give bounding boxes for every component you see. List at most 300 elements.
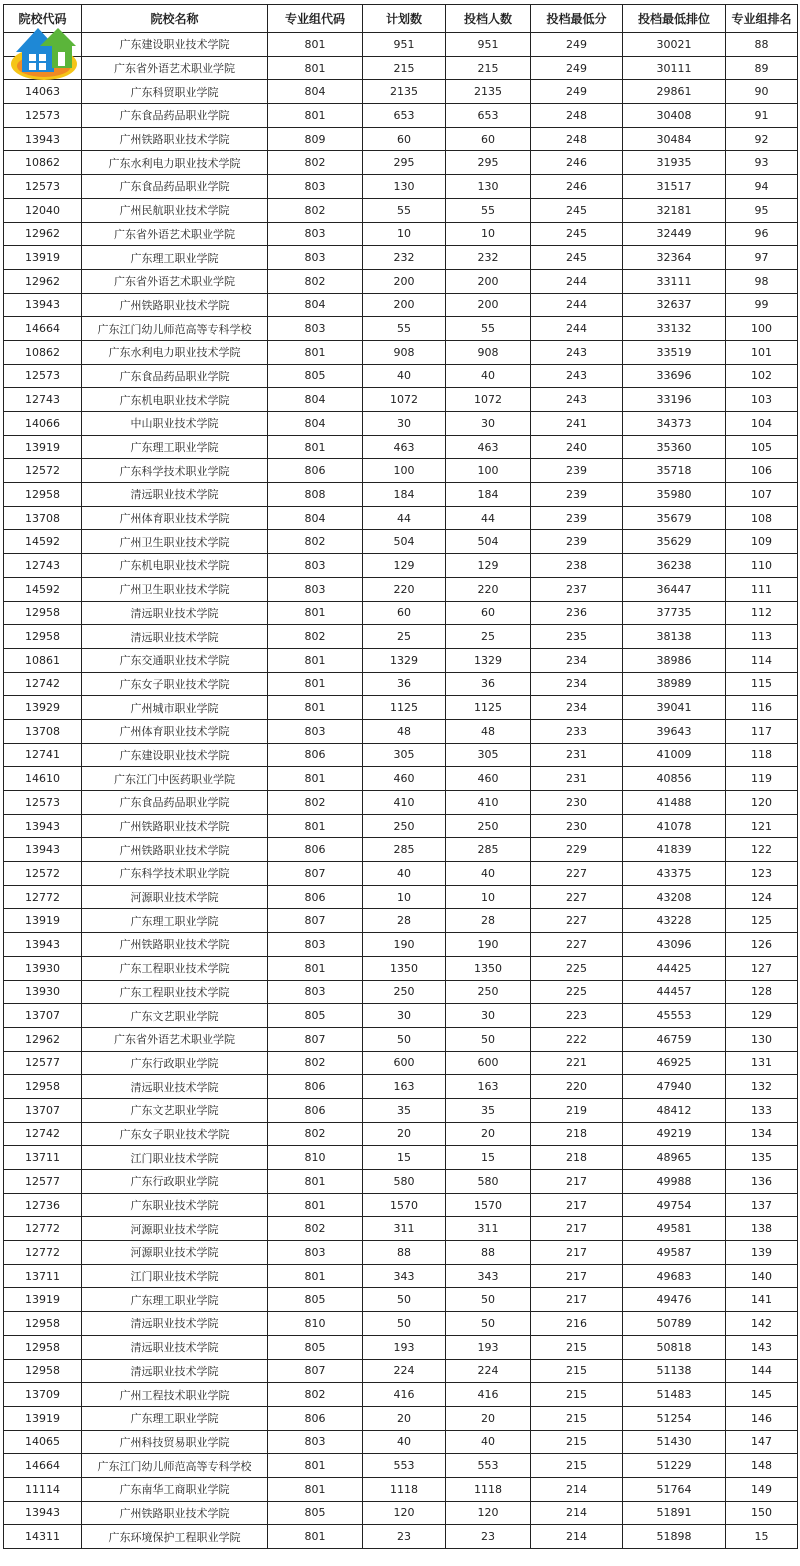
- cell-admitted-count: 553: [446, 1454, 531, 1478]
- cell-group-rank: 141: [726, 1288, 798, 1312]
- cell-school-code: 13708: [4, 719, 82, 743]
- cell-major-group-code: 804: [268, 80, 363, 104]
- cell-plan-count: 40: [363, 1430, 446, 1454]
- cell-school-code: 13707: [4, 1004, 82, 1028]
- cell-admitted-count: 2135: [446, 80, 531, 104]
- cell-min-rank: 29861: [623, 80, 726, 104]
- cell-min-score: 218: [531, 1146, 623, 1170]
- cell-major-group-code: 805: [268, 1335, 363, 1359]
- table-row: [4, 1312, 798, 1336]
- cell-min-rank: 32449: [623, 222, 726, 246]
- cell-min-score: 230: [531, 814, 623, 838]
- cell-min-score: 239: [531, 530, 623, 554]
- cell-major-group-code: 807: [268, 1359, 363, 1383]
- table-row: [4, 198, 798, 222]
- cell-min-rank: 46759: [623, 1027, 726, 1051]
- cell-group-rank: 107: [726, 483, 798, 507]
- table-row: [4, 625, 798, 649]
- cell-school-name: 广东女子职业技术学院: [82, 1122, 268, 1146]
- cell-plan-count: 250: [363, 814, 446, 838]
- cell-admitted-count: 129: [446, 554, 531, 578]
- header-admitted-count: 投档人数: [446, 5, 531, 33]
- cell-min-score: 227: [531, 885, 623, 909]
- cell-major-group-code: 801: [268, 1525, 363, 1549]
- table-row: [4, 1170, 798, 1194]
- cell-group-rank: 133: [726, 1098, 798, 1122]
- cell-group-rank: 90: [726, 80, 798, 104]
- table-row: [4, 1146, 798, 1170]
- cell-admitted-count: 20: [446, 1406, 531, 1430]
- cell-school-name: 广州体育职业技术学院: [82, 506, 268, 530]
- table-row: [4, 696, 798, 720]
- table-row: [4, 33, 798, 57]
- cell-plan-count: 50: [363, 1288, 446, 1312]
- cell-admitted-count: 460: [446, 767, 531, 791]
- cell-major-group-code: 801: [268, 104, 363, 128]
- cell-school-name: 广东环境保护工程职业学院: [82, 1525, 268, 1549]
- cell-admitted-count: 60: [446, 127, 531, 151]
- cell-major-group-code: 801: [268, 601, 363, 625]
- cell-school-code: 13919: [4, 909, 82, 933]
- cell-admitted-count: 1072: [446, 388, 531, 412]
- table-row: [4, 1027, 798, 1051]
- cell-school-name: 河源职业技术学院: [82, 1217, 268, 1241]
- cell-school-code: 12958: [4, 483, 82, 507]
- table-row: [4, 151, 798, 175]
- cell-admitted-count: 463: [446, 435, 531, 459]
- cell-school-code: 13919: [4, 246, 82, 270]
- cell-admitted-count: 23: [446, 1525, 531, 1549]
- table-row: [4, 1051, 798, 1075]
- cell-admitted-count: 410: [446, 791, 531, 815]
- cell-min-rank: 35679: [623, 506, 726, 530]
- cell-major-group-code: 801: [268, 435, 363, 459]
- cell-school-code: 12958: [4, 1359, 82, 1383]
- cell-school-name: 广东食品药品职业学院: [82, 175, 268, 199]
- cell-admitted-count: 10: [446, 885, 531, 909]
- cell-major-group-code: 803: [268, 1241, 363, 1265]
- cell-admitted-count: 40: [446, 364, 531, 388]
- cell-min-score: 237: [531, 577, 623, 601]
- cell-plan-count: 163: [363, 1075, 446, 1099]
- cell-major-group-code: 801: [268, 648, 363, 672]
- table-row: [4, 648, 798, 672]
- cell-admitted-count: 580: [446, 1170, 531, 1194]
- cell-min-rank: 33519: [623, 340, 726, 364]
- cell-plan-count: 10: [363, 885, 446, 909]
- cell-min-score: 225: [531, 956, 623, 980]
- cell-school-name: 广州铁路职业技术学院: [82, 293, 268, 317]
- cell-min-rank: 49219: [623, 1122, 726, 1146]
- cell-plan-count: 15: [363, 1146, 446, 1170]
- cell-min-score: 249: [531, 33, 623, 57]
- table-row: [4, 412, 798, 436]
- cell-major-group-code: 803: [268, 577, 363, 601]
- cell-admitted-count: 20: [446, 1122, 531, 1146]
- cell-group-rank: 138: [726, 1217, 798, 1241]
- cell-min-rank: 51891: [623, 1501, 726, 1525]
- cell-min-rank: 32364: [623, 246, 726, 270]
- cell-min-score: 217: [531, 1264, 623, 1288]
- table-row: [4, 885, 798, 909]
- cell-school-code: 12577: [4, 1051, 82, 1075]
- cell-min-rank: 35360: [623, 435, 726, 459]
- table-row: [4, 1525, 798, 1549]
- cell-school-code: 14610: [4, 767, 82, 791]
- cell-admitted-count: 30: [446, 412, 531, 436]
- cell-min-rank: 47940: [623, 1075, 726, 1099]
- cell-group-rank: 142: [726, 1312, 798, 1336]
- table-row: [4, 1501, 798, 1525]
- cell-group-rank: 93: [726, 151, 798, 175]
- admission-score-table: [3, 4, 798, 1549]
- cell-min-score: 221: [531, 1051, 623, 1075]
- cell-min-rank: 36447: [623, 577, 726, 601]
- cell-min-score: 220: [531, 1075, 623, 1099]
- cell-school-name: 中山职业技术学院: [82, 412, 268, 436]
- cell-min-rank: 41078: [623, 814, 726, 838]
- cell-admitted-count: 35: [446, 1098, 531, 1122]
- table-row: [4, 577, 798, 601]
- table-row: [4, 1122, 798, 1146]
- cell-school-name: 广州民航职业技术学院: [82, 198, 268, 222]
- cell-plan-count: 600: [363, 1051, 446, 1075]
- cell-plan-count: 463: [363, 435, 446, 459]
- cell-min-score: 238: [531, 554, 623, 578]
- cell-admitted-count: 30: [446, 1004, 531, 1028]
- cell-min-score: 215: [531, 1383, 623, 1407]
- cell-min-rank: 32637: [623, 293, 726, 317]
- cell-school-code: 13929: [4, 696, 82, 720]
- cell-min-rank: 36238: [623, 554, 726, 578]
- cell-min-score: 246: [531, 151, 623, 175]
- cell-admitted-count: 88: [446, 1241, 531, 1265]
- cell-min-rank: 30408: [623, 104, 726, 128]
- cell-min-score: 217: [531, 1217, 623, 1241]
- cell-plan-count: 55: [363, 317, 446, 341]
- cell-school-name: 广东省外语艺术职业学院: [82, 1027, 268, 1051]
- cell-group-rank: 121: [726, 814, 798, 838]
- table-row: [4, 1193, 798, 1217]
- cell-school-code: 14664: [4, 1454, 82, 1478]
- cell-major-group-code: 803: [268, 933, 363, 957]
- cell-admitted-count: 224: [446, 1359, 531, 1383]
- cell-group-rank: 145: [726, 1383, 798, 1407]
- cell-school-code: 14063: [4, 80, 82, 104]
- cell-group-rank: 102: [726, 364, 798, 388]
- cell-min-score: 234: [531, 672, 623, 696]
- cell-group-rank: 140: [726, 1264, 798, 1288]
- cell-group-rank: 91: [726, 104, 798, 128]
- cell-school-name: 广东省外语艺术职业学院: [82, 56, 268, 80]
- cell-group-rank: 99: [726, 293, 798, 317]
- cell-school-name: 江门职业技术学院: [82, 1264, 268, 1288]
- cell-major-group-code: 802: [268, 1383, 363, 1407]
- cell-plan-count: 504: [363, 530, 446, 554]
- cell-group-rank: 117: [726, 719, 798, 743]
- cell-school-code: 12958: [4, 1335, 82, 1359]
- cell-min-rank: 37735: [623, 601, 726, 625]
- cell-min-rank: 31517: [623, 175, 726, 199]
- cell-major-group-code: 801: [268, 767, 363, 791]
- cell-plan-count: 311: [363, 1217, 446, 1241]
- cell-school-code: 12962: [4, 269, 82, 293]
- cell-admitted-count: 416: [446, 1383, 531, 1407]
- table-header: [4, 5, 798, 33]
- cell-admitted-count: 653: [446, 104, 531, 128]
- cell-school-name: 广东文艺职业学院: [82, 1098, 268, 1122]
- header-school-code: 院校代码: [4, 5, 82, 33]
- cell-group-rank: 15: [726, 1525, 798, 1549]
- table-row: [4, 601, 798, 625]
- cell-min-rank: 35980: [623, 483, 726, 507]
- cell-group-rank: 135: [726, 1146, 798, 1170]
- cell-min-score: 215: [531, 1454, 623, 1478]
- cell-school-code: 13943: [4, 293, 82, 317]
- cell-min-score: 215: [531, 1335, 623, 1359]
- cell-major-group-code: 810: [268, 1312, 363, 1336]
- cell-group-rank: 101: [726, 340, 798, 364]
- cell-group-rank: 116: [726, 696, 798, 720]
- cell-school-name: 广东理工职业学院: [82, 1406, 268, 1430]
- cell-min-rank: 50818: [623, 1335, 726, 1359]
- cell-plan-count: 1329: [363, 648, 446, 672]
- cell-school-name: 清远职业技术学院: [82, 1312, 268, 1336]
- cell-school-name: 广东理工职业学院: [82, 246, 268, 270]
- cell-plan-count: 285: [363, 838, 446, 862]
- cell-school-code: 13943: [4, 838, 82, 862]
- cell-plan-count: 220: [363, 577, 446, 601]
- cell-major-group-code: 802: [268, 198, 363, 222]
- cell-min-score: 215: [531, 1406, 623, 1430]
- cell-admitted-count: 951: [446, 33, 531, 57]
- cell-min-score: 248: [531, 104, 623, 128]
- cell-min-score: 244: [531, 269, 623, 293]
- cell-min-rank: 44457: [623, 980, 726, 1004]
- cell-major-group-code: 801: [268, 814, 363, 838]
- cell-school-code: 10862: [4, 340, 82, 364]
- cell-min-score: 225: [531, 980, 623, 1004]
- cell-min-score: 215: [531, 1359, 623, 1383]
- cell-major-group-code: 801: [268, 696, 363, 720]
- cell-school-name: 广州铁路职业技术学院: [82, 127, 268, 151]
- table-row: [4, 127, 798, 151]
- cell-group-rank: 124: [726, 885, 798, 909]
- cell-min-rank: 34373: [623, 412, 726, 436]
- cell-plan-count: 215: [363, 56, 446, 80]
- cell-school-name: 广东女子职业技术学院: [82, 672, 268, 696]
- cell-school-name: 广东江门中医药职业学院: [82, 767, 268, 791]
- table-row: [4, 1335, 798, 1359]
- cell-school-name: 清远职业技术学院: [82, 625, 268, 649]
- cell-group-rank: 109: [726, 530, 798, 554]
- table-row: [4, 80, 798, 104]
- table-row: [4, 980, 798, 1004]
- header-min-rank: 投档最低排位: [623, 5, 726, 33]
- table-row: [4, 767, 798, 791]
- cell-major-group-code: 803: [268, 222, 363, 246]
- cell-plan-count: 50: [363, 1312, 446, 1336]
- cell-min-score: 239: [531, 506, 623, 530]
- cell-school-code: 14066: [4, 412, 82, 436]
- cell-school-name: 广州卫生职业技术学院: [82, 577, 268, 601]
- table-row: [4, 791, 798, 815]
- table-row: [4, 340, 798, 364]
- cell-admitted-count: 60: [446, 601, 531, 625]
- cell-group-rank: 125: [726, 909, 798, 933]
- cell-school-name: 广东工程职业技术学院: [82, 956, 268, 980]
- table-row: [4, 435, 798, 459]
- cell-school-name: 清远职业技术学院: [82, 1075, 268, 1099]
- cell-major-group-code: 802: [268, 151, 363, 175]
- table-row: [4, 743, 798, 767]
- cell-school-code: 12962: [4, 222, 82, 246]
- cell-group-rank: 110: [726, 554, 798, 578]
- cell-min-score: 230: [531, 791, 623, 815]
- cell-admitted-count: 1570: [446, 1193, 531, 1217]
- cell-group-rank: 136: [726, 1170, 798, 1194]
- cell-school-name: 广东理工职业学院: [82, 1288, 268, 1312]
- cell-school-name: 河源职业技术学院: [82, 1241, 268, 1265]
- cell-min-score: 234: [531, 648, 623, 672]
- cell-plan-count: 30: [363, 1004, 446, 1028]
- cell-major-group-code: 803: [268, 175, 363, 199]
- cell-admitted-count: 193: [446, 1335, 531, 1359]
- cell-school-name: 广东机电职业技术学院: [82, 388, 268, 412]
- cell-plan-count: 305: [363, 743, 446, 767]
- cell-school-code: 12577: [4, 1170, 82, 1194]
- cell-major-group-code: 806: [268, 885, 363, 909]
- cell-group-rank: 144: [726, 1359, 798, 1383]
- cell-plan-count: 553: [363, 1454, 446, 1478]
- cell-min-rank: 51764: [623, 1477, 726, 1501]
- cell-min-score: 240: [531, 435, 623, 459]
- cell-school-name: 广州铁路职业技术学院: [82, 933, 268, 957]
- cell-min-score: 217: [531, 1241, 623, 1265]
- cell-school-code: 12736: [4, 1193, 82, 1217]
- cell-min-rank: 35629: [623, 530, 726, 554]
- cell-admitted-count: 100: [446, 459, 531, 483]
- cell-major-group-code: 801: [268, 956, 363, 980]
- cell-major-group-code: 801: [268, 33, 363, 57]
- cell-admitted-count: 40: [446, 862, 531, 886]
- cell-school-code: 12573: [4, 791, 82, 815]
- cell-min-rank: 51430: [623, 1430, 726, 1454]
- table-row: [4, 672, 798, 696]
- cell-group-rank: 111: [726, 577, 798, 601]
- cell-min-score: 249: [531, 80, 623, 104]
- table-row: [4, 506, 798, 530]
- cell-major-group-code: 802: [268, 625, 363, 649]
- cell-major-group-code: 805: [268, 1501, 363, 1525]
- cell-school-name: 广州科技贸易职业学院: [82, 1430, 268, 1454]
- table-row: [4, 530, 798, 554]
- cell-min-rank: 51898: [623, 1525, 726, 1549]
- cell-min-score: 227: [531, 909, 623, 933]
- cell-plan-count: 129: [363, 554, 446, 578]
- cell-plan-count: 30: [363, 412, 446, 436]
- cell-min-score: 219: [531, 1098, 623, 1122]
- table-row: [4, 1075, 798, 1099]
- cell-school-code: 12743: [4, 388, 82, 412]
- cell-group-rank: 105: [726, 435, 798, 459]
- cell-major-group-code: 803: [268, 980, 363, 1004]
- cell-admitted-count: 220: [446, 577, 531, 601]
- cell-school-code: 14592: [4, 577, 82, 601]
- cell-min-rank: 41488: [623, 791, 726, 815]
- cell-plan-count: 200: [363, 293, 446, 317]
- cell-group-rank: 118: [726, 743, 798, 767]
- cell-plan-count: 20: [363, 1122, 446, 1146]
- cell-plan-count: 295: [363, 151, 446, 175]
- table-row: [4, 1430, 798, 1454]
- table-row: [4, 104, 798, 128]
- cell-admitted-count: 55: [446, 317, 531, 341]
- cell-school-name: 河源职业技术学院: [82, 885, 268, 909]
- cell-school-code: 12958: [4, 625, 82, 649]
- cell-major-group-code: 806: [268, 1098, 363, 1122]
- cell-plan-count: 88: [363, 1241, 446, 1265]
- cell-plan-count: 908: [363, 340, 446, 364]
- cell-major-group-code: 802: [268, 530, 363, 554]
- cell-min-rank: 49581: [623, 1217, 726, 1241]
- cell-admitted-count: 55: [446, 198, 531, 222]
- cell-group-rank: 97: [726, 246, 798, 270]
- cell-group-rank: 113: [726, 625, 798, 649]
- cell-min-rank: 33111: [623, 269, 726, 293]
- cell-min-score: 217: [531, 1170, 623, 1194]
- cell-group-rank: 139: [726, 1241, 798, 1265]
- cell-major-group-code: 801: [268, 340, 363, 364]
- cell-min-score: 223: [531, 1004, 623, 1028]
- cell-min-score: 229: [531, 838, 623, 862]
- cell-major-group-code: 801: [268, 1477, 363, 1501]
- cell-major-group-code: 809: [268, 127, 363, 151]
- cell-school-code: 12958: [4, 1312, 82, 1336]
- table-row: [4, 909, 798, 933]
- cell-min-score: 214: [531, 1525, 623, 1549]
- cell-plan-count: 653: [363, 104, 446, 128]
- cell-school-name: 广东职业技术学院: [82, 1193, 268, 1217]
- cell-school-name: 广东食品药品职业学院: [82, 104, 268, 128]
- cell-plan-count: 25: [363, 625, 446, 649]
- cell-min-rank: 30111: [623, 56, 726, 80]
- cell-admitted-count: 120: [446, 1501, 531, 1525]
- cell-school-code: 12743: [4, 554, 82, 578]
- cell-group-rank: 94: [726, 175, 798, 199]
- header-group-rank: 专业组排名: [726, 5, 798, 33]
- cell-plan-count: 224: [363, 1359, 446, 1383]
- cell-school-name: 广州工程技术职业学院: [82, 1383, 268, 1407]
- cell-school-code: 10862: [4, 151, 82, 175]
- cell-plan-count: 416: [363, 1383, 446, 1407]
- cell-group-rank: 129: [726, 1004, 798, 1028]
- header-school-name: 院校名称: [82, 5, 268, 33]
- cell-school-code: 14664: [4, 317, 82, 341]
- table-row: [4, 554, 798, 578]
- cell-major-group-code: 805: [268, 364, 363, 388]
- cell-school-name: 广东省外语艺术职业学院: [82, 269, 268, 293]
- cell-min-rank: 49587: [623, 1241, 726, 1265]
- cell-school-code: 13930: [4, 980, 82, 1004]
- cell-min-score: 233: [531, 719, 623, 743]
- cell-min-score: 235: [531, 625, 623, 649]
- cell-plan-count: 2135: [363, 80, 446, 104]
- table-row: [4, 719, 798, 743]
- cell-plan-count: 580: [363, 1170, 446, 1194]
- cell-plan-count: 60: [363, 601, 446, 625]
- table-row: [4, 222, 798, 246]
